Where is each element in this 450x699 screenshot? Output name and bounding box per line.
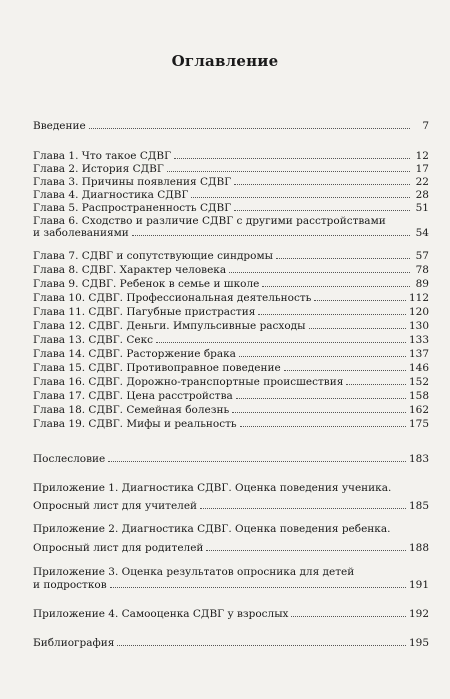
toc-entry-chapter-14 — [33, 348, 429, 360]
toc-entry-chapter-18 — [33, 404, 429, 416]
toc-entry-label: Глава 5. Распространенность СДВГ — [33, 202, 232, 214]
toc-entry-page: 12 — [415, 150, 429, 162]
toc-entry-label: Глава 6. Сходство и различие СДВГ с другими расстройствами — [33, 215, 386, 227]
toc-entry-chapter-9 — [33, 278, 429, 290]
toc-entry-label: Приложение 2. Диагностика СДВГ. Оценка поведения ребенка. — [33, 523, 391, 535]
toc-entry-chapter-8 — [33, 264, 429, 276]
dot-leader — [200, 508, 406, 509]
toc-entry-label: Глава 17. СДВГ. Цена расстройства — [33, 390, 233, 402]
toc-entry-page: 152 — [408, 376, 429, 388]
toc-entry-label: Приложение 1. Диагностика СДВГ. Оценка поведения ученика. — [33, 482, 392, 494]
toc-entry-label: Глава 18. СДВГ. Семейная болезнь — [33, 404, 230, 416]
toc-entry-label: Глава 11. СДВГ. Пагубные пристрастия — [33, 306, 256, 318]
toc-entry-appendix-4 — [33, 608, 429, 620]
toc-entry-page: 112 — [408, 292, 429, 304]
dot-leader — [236, 398, 406, 399]
toc-entry-page: 54 — [415, 227, 429, 239]
toc-entry-label: Глава 4. Диагностика СДВГ — [33, 189, 189, 201]
toc-entry-label-cont: Опросный лист для учителей — [33, 500, 198, 512]
toc-entry-bibliography — [33, 637, 429, 649]
toc-entry-page: 175 — [408, 418, 429, 430]
dot-leader — [240, 426, 406, 427]
toc-entry-chapter-3 — [33, 176, 429, 188]
toc-entry-page: 89 — [415, 278, 429, 290]
toc-entry-page: 22 — [415, 176, 429, 188]
page-title: Оглавление — [171, 52, 279, 70]
toc-entry-chapter-4 — [33, 189, 429, 201]
toc-entry-label: Введение — [33, 120, 86, 132]
toc-entry-page: 7 — [422, 120, 429, 132]
toc-entry-chapter-1 — [33, 150, 429, 162]
toc-entry-chapter-10 — [33, 292, 429, 304]
toc-entry-chapter-16 — [33, 376, 429, 388]
toc-entry-appendix-1 — [33, 482, 429, 512]
dot-leader — [174, 158, 410, 159]
toc-entry-page: 146 — [408, 362, 429, 374]
dot-leader — [110, 587, 406, 588]
toc-entry-chapter-6 — [33, 215, 429, 239]
toc-entry-label: Глава 13. СДВГ. Секс — [33, 334, 154, 346]
toc-entry-page: 17 — [415, 163, 429, 175]
toc-entry-page: 183 — [408, 453, 429, 465]
toc-entry-page: 57 — [415, 250, 429, 262]
toc-entry-appendix-2 — [33, 523, 429, 554]
toc-entry-label: Приложение 4. Самооценка СДВГ у взрослых — [33, 608, 289, 620]
toc-entry-label: Глава 10. СДВГ. Профессиональная деятельность — [33, 292, 312, 304]
dot-leader — [206, 550, 406, 551]
dot-leader — [314, 300, 406, 301]
toc-entry-page: 188 — [408, 542, 429, 554]
toc-entry-page: 191 — [408, 579, 429, 591]
dot-leader — [258, 314, 406, 315]
toc-entry-page: 28 — [415, 189, 429, 201]
toc-entry-label-cont: и заболеваниями — [33, 227, 129, 239]
dot-leader — [234, 210, 410, 211]
toc-entry-page: 162 — [408, 404, 429, 416]
toc-entry-label-cont: Опросный лист для родителей — [33, 542, 204, 554]
toc-entry-chapter-19 — [33, 418, 429, 430]
toc-entry-chapter-11 — [33, 306, 429, 318]
toc-entry-page: 192 — [408, 608, 429, 620]
dot-leader — [346, 384, 406, 385]
toc-entry-label: Глава 15. СДВГ. Противоправное поведение — [33, 362, 281, 374]
dot-leader — [108, 461, 406, 462]
toc-entry-appendix-3 — [33, 566, 429, 591]
toc-entry-page: 195 — [408, 637, 429, 649]
toc-entry-label: Глава 14. СДВГ. Расторжение брака — [33, 348, 236, 360]
dot-leader — [117, 645, 406, 646]
dot-leader — [276, 258, 410, 259]
toc-entry-chapter-13 — [33, 334, 429, 346]
toc-entry-label: Глава 3. Причины появления СДВГ — [33, 176, 232, 188]
toc-entry-page: 158 — [408, 390, 429, 402]
toc-entry-page: 137 — [408, 348, 429, 360]
toc-entry-label: Глава 16. СДВГ. Дорожно-транспортные происшествия — [33, 376, 344, 388]
toc-entry-label: Глава 1. Что такое СДВГ — [33, 150, 172, 162]
toc-entry-page: 51 — [415, 202, 429, 214]
toc-entry-page: 185 — [408, 500, 429, 512]
dot-leader — [232, 412, 406, 413]
dot-leader — [234, 184, 410, 185]
toc-entry-page: 78 — [415, 264, 429, 276]
toc-entry-chapter-5 — [33, 202, 429, 214]
toc-entry-label: Библиография — [33, 637, 115, 649]
toc-entry-label: Приложение 3. Оценка результатов опросника для детей — [33, 566, 355, 578]
toc-entry-label: Глава 8. СДВГ. Характер человека — [33, 264, 227, 276]
toc-entry-chapter-2 — [33, 163, 429, 175]
toc-entry-page: 120 — [408, 306, 429, 318]
toc-entry-page: 130 — [408, 320, 429, 332]
dot-leader — [291, 616, 405, 617]
toc-entry-label: Глава 7. СДВГ и сопутствующие синдромы — [33, 250, 273, 262]
toc-entry-chapter-17 — [33, 390, 429, 402]
toc-entry-label: Послесловие — [33, 453, 106, 465]
toc-entry-chapter-7 — [33, 250, 429, 262]
toc-entry-label: Глава 9. СДВГ. Ребенок в семье и школе — [33, 278, 260, 290]
toc-entry-chapter-12 — [33, 320, 429, 332]
toc-entry-afterword — [33, 453, 429, 465]
dot-leader — [167, 171, 410, 172]
toc-entry-label: Глава 12. СДВГ. Деньги. Импульсивные расходы — [33, 320, 306, 332]
dot-leader — [309, 328, 406, 329]
toc-entry-label-cont: и подростков — [33, 579, 107, 591]
dot-leader — [239, 356, 406, 357]
dot-leader — [262, 286, 410, 287]
dot-leader — [191, 197, 410, 198]
dot-leader — [229, 272, 410, 273]
toc-entry-label: Глава 19. СДВГ. Мифы и реальность — [33, 418, 237, 430]
toc-entry-introduction — [33, 120, 429, 132]
dot-leader — [284, 370, 406, 371]
dot-leader — [89, 128, 410, 129]
toc-entry-label: Глава 2. История СДВГ — [33, 163, 164, 175]
toc-entry-chapter-15 — [33, 362, 429, 374]
toc-entry-page: 133 — [408, 334, 429, 346]
dot-leader — [156, 342, 406, 343]
dot-leader — [132, 235, 410, 236]
